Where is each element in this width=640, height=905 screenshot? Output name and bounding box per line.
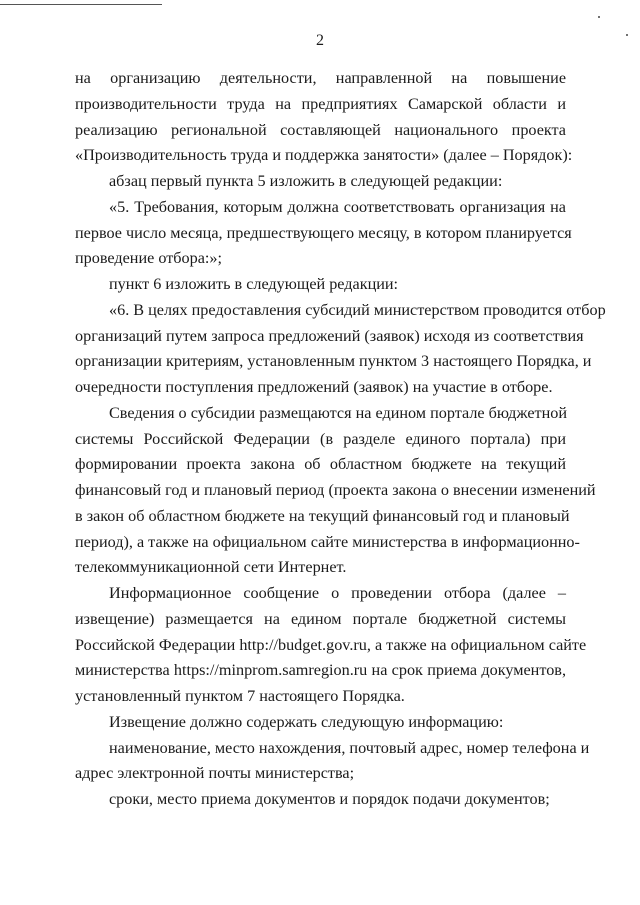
text-line: проведение отбора:»; [75,249,222,268]
text-line: Сведения о субсидии размещаются на едином портале бюджетной [109,403,568,422]
text-line: период), а также на официальном сайте министерства в информационно- [75,532,580,551]
text-line: Информационное сообщение о проведении отбора (далее – [109,584,566,602]
text-line: организации критериям, установленным пунктом 3 настоящего Порядка, и [75,352,592,371]
top-rule [0,4,162,5]
text-line: абзац первый пункта 5 изложить в следующей редакции: [109,172,503,190]
text-line: извещение) размещается на едином портале бюджетной системы [75,609,566,628]
text-line: Извещение должно содержать следующую информацию: [109,712,504,731]
page-number: 2 [316,32,324,49]
text-line: финансовый год и плановый период (проекта закона о внесении изменений [75,481,596,499]
document-body [75,66,606,813]
text-line: «6. В целях предоставления субсидий министерством проводится отбор [109,300,606,319]
text-line: наименование, место нахождения, почтовый адрес, номер телефона и [109,738,590,757]
text-line: производительности труда на предприятиях Самарской области и [75,94,566,113]
scan-mark [598,16,600,18]
text-line: организаций путем запроса предложений (заявок) исходя из соответствия [75,326,584,345]
text-line: Российской Федерации http://budget.gov.ru, а также на официальном сайте [75,635,587,654]
text-line: телекоммуникационной сети Интернет. [75,558,347,577]
text-line: сроки, место приема документов и порядок подачи документов; [109,790,550,808]
text-line: министерства https://minprom.samregion.ru на срок приема документов, [75,661,566,680]
text-line: очередности поступления предложений (заявок) на участие в отборе. [75,378,553,396]
text-line: реализацию региональной составляющей национального проекта [75,120,566,139]
text-line: «Производительность труда и поддержка занятости» (далее – Порядок): [75,146,573,165]
text-line: на организацию деятельности, направленной на повышение [75,69,566,87]
text-line: формировании проекта закона об областном бюджете на текущий [75,455,566,474]
text-line: адрес электронной почты министерства; [75,764,355,783]
text-line: в закон об областном бюджете на текущий финансовый год и плановый [75,506,570,525]
text-line: установленный пунктом 7 настоящего Порядка. [75,687,405,705]
text-line: первое число месяца, предшествующего месяцу, в котором планируется [75,223,572,242]
text-line: пункт 6 изложить в следующей редакции: [109,275,399,293]
text-line: «5. Требования, которым должна соответствовать организация на [109,197,566,216]
text-line: системы Российской Федерации (в разделе единого портала) при [75,429,566,448]
